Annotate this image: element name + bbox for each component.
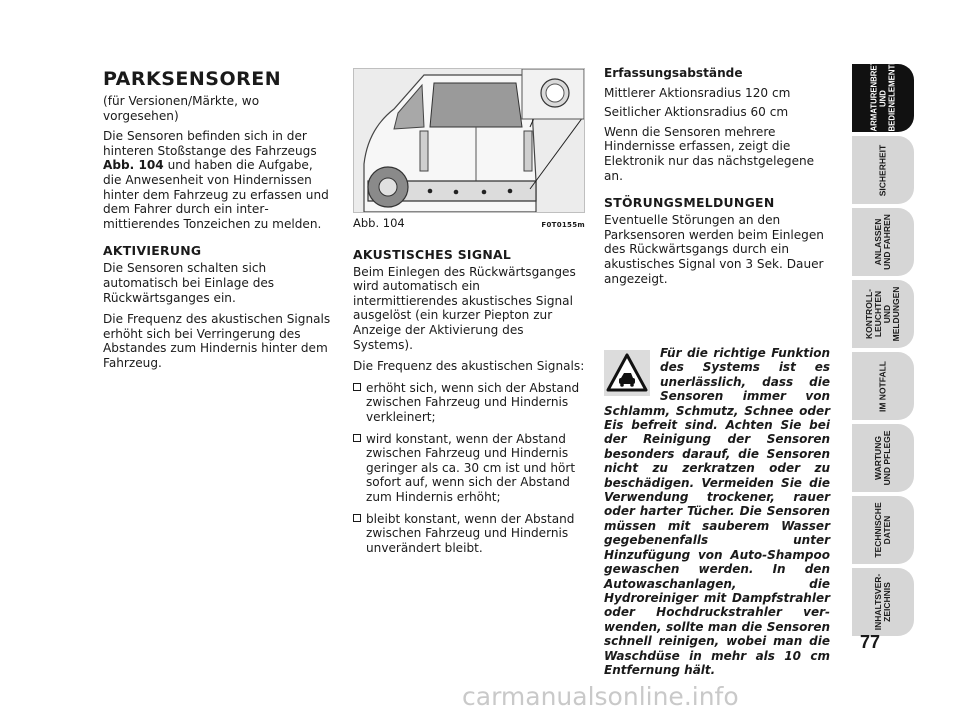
bullet-box-icon [353, 383, 361, 391]
bullet-box-icon [353, 434, 361, 442]
distances-heading: Erfassungsabstände [604, 66, 743, 80]
tab-label: ANLASSEN UND FAHREN [873, 214, 892, 270]
tab-anlassen[interactable] [852, 208, 914, 276]
figure-label: Abb. 104 [353, 216, 405, 230]
tab-label: SICHERHEIT [877, 144, 888, 196]
tab-inhaltsverzeichnis[interactable] [852, 568, 914, 636]
intro-text-2: und haben die Aufgabe, die Anwesenheit von Hindernissen hinter dem Fahrzeug zu erfassen und dem Fahrer durch ein intermittierendes Tonzeichen zu melden. [103, 158, 329, 231]
warning-triangle-car-icon [604, 350, 650, 396]
tab-label: WARTUNG UND PFLEGE [873, 430, 892, 486]
intro-text-1: Die Sensoren befinden sich in der hinteren Stoßstange des Fahrzeugs [103, 129, 317, 158]
right-column [604, 66, 830, 293]
warning-note [604, 346, 830, 677]
tab-label: INHALTSVER- ZEICHNIS [873, 573, 892, 631]
activation-paragraph-1: Die Sensoren schalten sich automatisch bei Einlage des Rückwärtsganges ein. [103, 261, 275, 305]
distances-paragraph: Wenn die Sensoren mehrere Hindernisse erfassen, zeigt die Elektronik nur das nächstgelegene an. [604, 124, 815, 183]
activation-heading: AKTIVIERUNG [103, 243, 202, 259]
fault-heading: STÖRUNGSMELDUNGEN [604, 195, 775, 211]
bullet-box-icon [353, 514, 361, 522]
page-number: 77 [860, 632, 881, 652]
tab-armaturenbrett[interactable] [852, 55, 914, 132]
figure-reference: Abb. 104 [103, 158, 164, 173]
middle-column [353, 68, 585, 562]
chapter-tabs [852, 55, 914, 640]
tab-label: ARMATURENBRETT UND BEDIENELEMENTE [869, 55, 897, 131]
list-item [353, 381, 585, 425]
activation-paragraph-2: Die Frequenz des akustischen Signals erhöht sich bei Verringerung des Abstandes zum Hindernis hinter dem Fahrzeug. [103, 312, 331, 370]
signal-paragraph-2: Die Frequenz des akustischen Signals: [353, 359, 585, 374]
distance-line-2: Seitlicher Aktionsradius 60 cm [604, 105, 789, 120]
figure-code: F0T0155m [541, 221, 585, 229]
figure-caption [353, 216, 585, 233]
warning-text: Für die richtige Funktion des Systems ist es unerlässlich, dass die Sensoren immer von Schlamm, Schmutz, Schnee oder Eis befreit sind. Achten Sie bei der Reinigung der Sensoren besonders darauf, die Sensoren nicht zu zerkratzen oder zu beschädigen. Vermeiden Sie die Verwendung trockener, rauer oder harter Tücher. Die Sensoren müssen mit sauberem Wasser gegebenenfalls unter Hinzufügung von Auto-Shampoo gewaschen werden. In den Autowaschanlagen, die Hydroreiniger mit Dampfstrahler oder Hochdruckstrahler verwenden, sollte man die Sensoren schnell reinigen, wobei man die Waschdüse in mehr als 10 cm Entfernung hält. [604, 346, 830, 677]
list-item [353, 512, 585, 556]
signal-heading: AKUSTISCHES SIGNAL [353, 246, 512, 262]
distance-line-1: Mittlerer Aktionsradius 120 cm [604, 85, 791, 100]
list-item-text: bleibt konstant, wenn der Abstand zwischen Fahrzeug und Hindernis unverändert bleibt. [366, 511, 575, 555]
page-title: PARKSENSOREN [103, 68, 282, 90]
tab-im-notfall[interactable] [852, 352, 914, 420]
van-rear-illustration [354, 69, 584, 212]
list-item [353, 432, 585, 505]
fault-paragraph: Eventuelle Störungen an den Parksensoren werden beim Einlegen des Rückwärtsgangs durch ein akustisches Signal von 3 Sek. Dauer angezeigt. [604, 213, 824, 286]
tab-technische-daten[interactable] [852, 496, 914, 564]
left-column [103, 66, 335, 378]
tab-kontrollleuchten[interactable] [852, 280, 914, 348]
figure-rear-bumper [353, 68, 585, 213]
tab-sicherheit[interactable] [852, 136, 914, 204]
tab-wartung[interactable] [852, 424, 914, 492]
list-item-text: erhöht sich, wenn sich der Abstand zwischen Fahrzeug und Hindernis verkleinert; [366, 380, 580, 424]
tab-label: KONTROLL- LEUCHTEN UND MELDUNGEN [864, 286, 901, 342]
tab-label: TECHNISCHE DATEN [873, 502, 892, 558]
watermark: carmanualsonline.info [462, 682, 739, 711]
page-subtitle: (für Versionen/Märkte, wo vorgesehen) [103, 94, 260, 123]
intro-paragraph [103, 129, 335, 231]
list-item-text: wird konstant, wenn der Abstand zwischen Fahrzeug und Hindernis geringer als ca. 30 cm ist und hört sofort auf, wenn sich der Abstand zum Hindernis erhöht; [366, 431, 576, 504]
signal-paragraph-1: Beim Einlegen des Rückwärtsganges wird automatisch ein intermittierendes akustisches Signal ausgelöst (ein kurzer Piepton zur Anzeige der Aktivierung des Systems). [353, 264, 576, 352]
tab-label: IM NOTFALL [877, 360, 888, 412]
frequency-list [353, 381, 585, 556]
